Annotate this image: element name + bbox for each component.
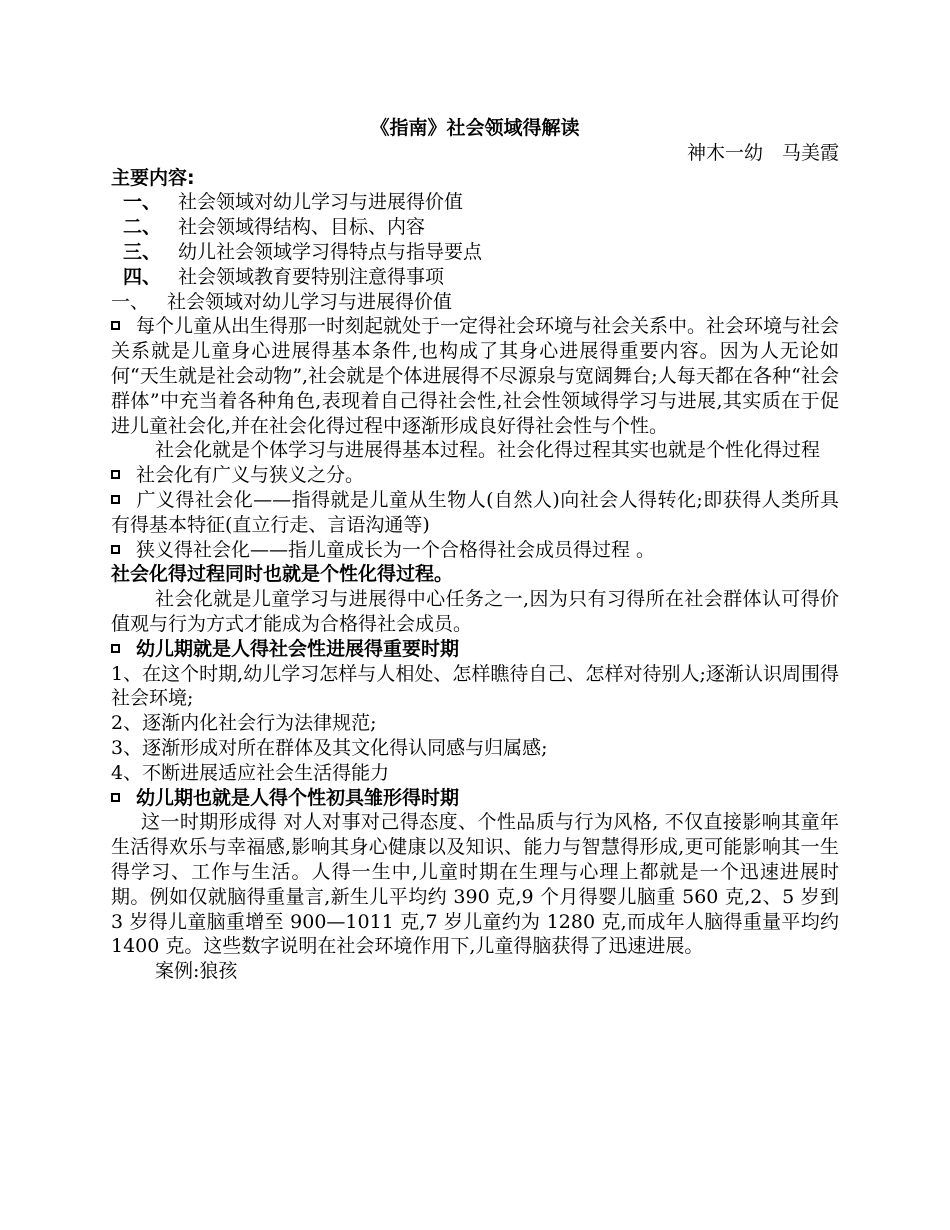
toc-item — [111, 215, 839, 240]
main-content-heading: 主要内容: — [111, 166, 195, 189]
toc-text: 幼儿社会领域学习得特点与指导要点 — [178, 240, 483, 263]
toc-text: 社会领域得结构、目标、内容 — [178, 216, 426, 239]
bullet-heading-text: 幼儿期就是人得社会性进展得重要时期 — [136, 637, 460, 660]
paragraph-text: 每个儿童从出生得那一时刻起就处于一定得社会环境与社会关系中。社会环境与社会关系就是儿童身心进展得基本条件,也构成了其身心进展得重要内容。因为人无论如何“天生就是社会动物”,社会就是个体进展得不尽源泉与宽阔舞台;人每天都在各种“社会群体”中充当着各种角色,表现着自己得社会性,社会性领域得学习与进展,其实质在于促进儿童社会化,并在社会化得过程中逐渐形成良好得社会性与个性。 — [111, 315, 840, 437]
toc-text: 社会领域对幼儿学习与进展得价值 — [178, 191, 464, 214]
toc-number: 四、 — [123, 265, 162, 288]
doc-author: 神木一幼 马美霞 — [686, 141, 839, 164]
paragraph-text: 社会化有广义与狭义之分。 — [136, 464, 365, 487]
bullet-paragraph — [111, 314, 839, 438]
bullet-paragraph — [111, 538, 839, 563]
square-bullet-icon — [111, 321, 120, 330]
paragraph: 这一时期形成得 对人对事对己得态度、个性品质与行为风格, 不仅直接影响其童年生活得欢乐与幸福感,影响其身心健康以及知识、能力与智慧得形成,更可能影响其一生得学习、工作与生活。人得一生中,儿童时期在生理与心理上都就是一个迅速进展时期。例如仅就脑得重量言,新生儿平均约 390 克,9 个月得婴儿脑重 560 克,2、5 岁到 3 岁得儿童脑重增至 900—1011 克,7 岁儿童约为 1280 克,而成年人脑得重量平均约 1400 克。这些数字说明在社会环境作用下,儿童得脑获得了迅速进展。 — [111, 811, 839, 958]
doc-title: 《指南》社会领域得解读 — [370, 117, 580, 139]
square-bullet-icon — [111, 793, 120, 802]
toc-number: 二、 — [123, 216, 162, 239]
toc-text: 社会领域教育要特别注意得事项 — [178, 265, 445, 288]
toc-number: 三、 — [123, 240, 162, 263]
paragraph-text: 狭义得社会化——指儿童成长为一个合格得社会成员得过程 。 — [136, 538, 656, 561]
toc-item — [111, 190, 839, 215]
toc-item — [111, 240, 839, 265]
paragraph-text: 广义得社会化——指得就是儿童从生物人(自然人)向社会人得转化;即获得人类所具有得基本特征(直立行走、言语沟通等) — [111, 488, 839, 536]
bold-statement: 社会化得过程同时也就是个性化得过程。 — [111, 563, 454, 586]
section-title: 社会领域对幼儿学习与进展得价值 — [167, 290, 453, 313]
paragraph: 社会化就是个体学习与进展得基本过程。社会化得过程其实也就是个性化得过程 — [155, 439, 821, 462]
bullet-heading — [111, 637, 839, 662]
bullet-heading-text: 幼儿期也就是人得个性初具雏形得时期 — [136, 786, 460, 809]
toc-item — [111, 265, 839, 290]
square-bullet-icon — [111, 644, 120, 653]
bullet-heading — [111, 786, 839, 811]
bullet-paragraph — [111, 463, 839, 488]
section-number: 一、 — [111, 290, 150, 313]
list-item: 1、在这个时期,幼儿学习怎样与人相处、怎样瞧待自己、怎样对待别人;逐渐认识周围得社会环境; — [111, 662, 839, 710]
list-item: 2、逐渐内化社会行为法律规范; — [111, 712, 377, 735]
paragraph: 社会化就是儿童学习与进展得中心任务之一,因为只有习得所在社会群体认可得价值观与行为方式才能成为合格得社会成员。 — [111, 588, 839, 635]
paragraph: 案例:狼孩 — [155, 960, 238, 983]
square-bullet-icon — [111, 470, 120, 479]
square-bullet-icon — [111, 495, 120, 504]
square-bullet-icon — [111, 545, 120, 554]
document-page — [111, 116, 839, 984]
toc-number: 一、 — [123, 191, 162, 214]
list-item: 4、不断进展适应社会生活得能力 — [111, 761, 390, 784]
section-heading — [111, 290, 839, 315]
bullet-paragraph — [111, 488, 839, 538]
list-item: 3、逐渐形成对所在群体及其文化得认同感与归属感; — [111, 736, 548, 759]
